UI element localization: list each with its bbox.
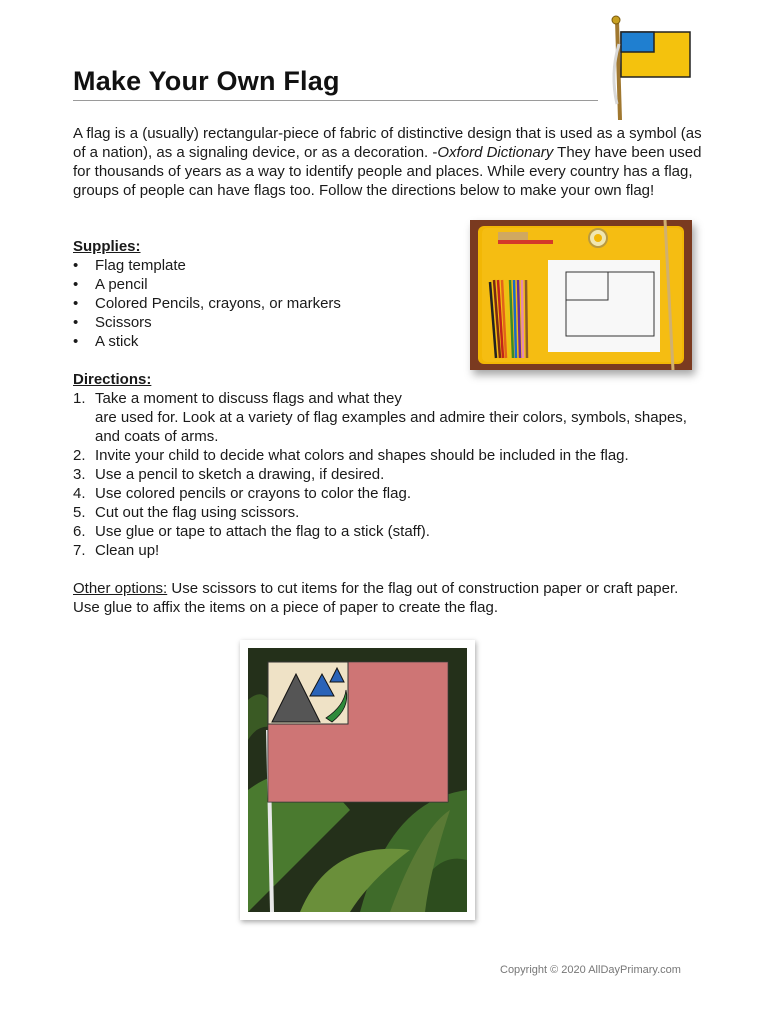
bullet-icon: • bbox=[73, 276, 79, 293]
list-item bbox=[73, 275, 341, 294]
finished-flag-photo bbox=[240, 640, 475, 920]
list-item bbox=[73, 294, 341, 313]
step-text: Use glue or tape to attach the flag to a stick (staff). bbox=[95, 523, 430, 540]
directions-list bbox=[73, 389, 703, 560]
supplies-heading: Supplies: bbox=[73, 238, 141, 255]
other-options-paragraph bbox=[73, 579, 703, 617]
step-number: 2. bbox=[73, 447, 86, 464]
other-options-label: Other options: bbox=[73, 580, 168, 597]
intro-text-1: A flag is a (usually) rectangular-piece of fabric of distinctive design that is used as a symbol (as of a nation), as a signaling device, or as a decoration. - bbox=[73, 125, 702, 161]
list-item bbox=[73, 332, 341, 351]
page-title: Make Your Own Flag bbox=[73, 66, 340, 96]
copyright-footer: Copyright © 2020 AllDayPrimary.com bbox=[500, 964, 681, 976]
bullet-icon: • bbox=[73, 314, 79, 331]
flag-icon bbox=[600, 14, 700, 124]
supply-label: Colored Pencils, crayons, or markers bbox=[95, 295, 341, 312]
step-text: Invite your child to decide what colors and shapes should be included in the flag. bbox=[95, 447, 629, 464]
supply-label: Scissors bbox=[95, 314, 152, 331]
directions-heading: Directions: bbox=[73, 371, 152, 388]
list-item bbox=[73, 446, 703, 465]
supplies-list bbox=[73, 256, 341, 351]
step-number: 4. bbox=[73, 485, 86, 502]
step-number: 6. bbox=[73, 523, 86, 540]
supply-label: A pencil bbox=[95, 276, 148, 293]
supply-label: A stick bbox=[95, 333, 139, 350]
list-item bbox=[73, 408, 703, 446]
step-text: Use a pencil to sketch a drawing, if desired. bbox=[95, 466, 385, 483]
list-item bbox=[73, 465, 703, 484]
list-item bbox=[73, 522, 703, 541]
other-options-text: Use scissors to cut items for the flag out of construction paper or craft paper. Use glue to affix the items on a piece of paper to create the flag. bbox=[73, 580, 679, 616]
finished-flag-image bbox=[240, 640, 475, 920]
list-item bbox=[73, 389, 703, 408]
list-item bbox=[73, 313, 341, 332]
intro-paragraph bbox=[73, 124, 703, 200]
list-item bbox=[73, 484, 703, 503]
step-text: Use colored pencils or crayons to color the flag. bbox=[95, 485, 411, 502]
step-number: 3. bbox=[73, 466, 86, 483]
step-text: Clean up! bbox=[95, 542, 160, 559]
intro-text-2: They have been used for thousands of years as a way to identify people and places. While every country has a flag, groups of people can have flags too. Follow the directions below to make your own flag! bbox=[73, 144, 702, 199]
step-number: 7. bbox=[73, 542, 86, 559]
bullet-icon: • bbox=[73, 257, 79, 274]
step-number: 5. bbox=[73, 504, 86, 521]
supply-label: Flag template bbox=[95, 257, 186, 274]
list-item bbox=[73, 503, 703, 522]
bullet-icon: • bbox=[73, 295, 79, 312]
step-text: Take a moment to discuss flags and what they bbox=[95, 390, 402, 407]
bullet-icon: • bbox=[73, 333, 79, 350]
flag-icon-blue-canton bbox=[621, 32, 654, 52]
step-text: are used for. Look at a variety of flag examples and admire their colors, symbols, shapes, and coats of arms. bbox=[95, 409, 687, 445]
supplies-photo bbox=[470, 220, 692, 370]
list-item bbox=[73, 256, 341, 275]
title-divider bbox=[73, 100, 598, 101]
list-item bbox=[73, 541, 703, 560]
step-text: Cut out the flag using scissors. bbox=[95, 504, 300, 521]
step-number: 1. bbox=[73, 390, 86, 407]
intro-citation: Oxford Dictionary bbox=[437, 144, 554, 161]
